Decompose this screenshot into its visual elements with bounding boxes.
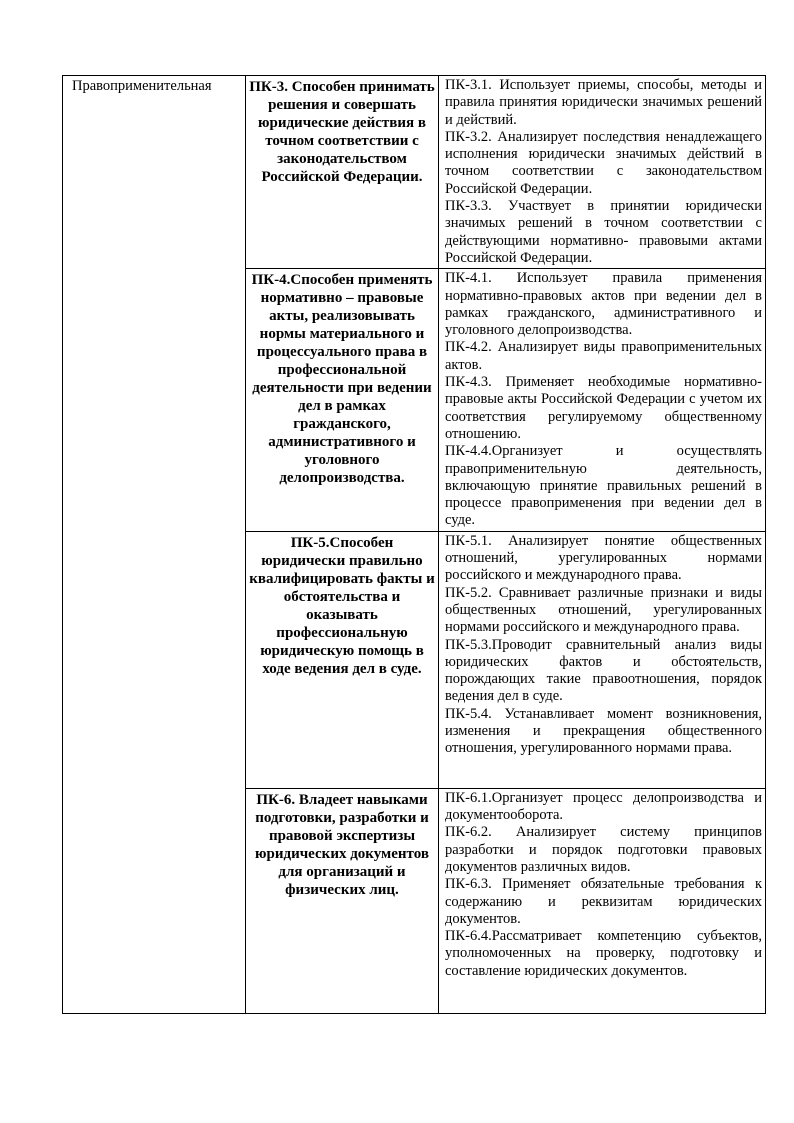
competence-pk6-cell xyxy=(246,788,439,1013)
indicator-pk3-1: ПК-3.1. Использует приемы, способы, методы и правила принятия юридически значимых решений и действий. xyxy=(445,77,762,128)
indicator-pk6-1: ПК-6.1.Организует процесс делопроизводства и документооборота. xyxy=(445,789,762,824)
indicator-pk5-1: ПК-5.1. Анализирует понятие общественных отношений, урегулированных нормами российского и международного права. xyxy=(445,532,762,584)
competencies-table xyxy=(62,75,766,1014)
competence-pk3-cell xyxy=(246,76,439,269)
activity-type-cell xyxy=(63,76,246,1014)
indicator-pk4-4: ПК-4.4.Организует и осуществлять правоприменительную деятельность, включающую принятие правильных решений в процессе правоприменения при ведении дел в суде. xyxy=(445,443,762,529)
indicator-pk5-4: ПК-5.4. Устанавливает момент возникновения, изменения и прекращения общественного отношения, урегулированного нормами права. xyxy=(445,705,762,757)
indicators-pk3-cell xyxy=(439,76,766,269)
indicators-pk4-cell xyxy=(439,269,766,531)
indicator-pk4-1: ПК-4.1. Использует правила применения нормативно-правовых актов при ведении дел в рамках гражданского, административного и уголовного делопроизводства. xyxy=(445,270,762,339)
indicator-pk4-2: ПК-4.2. Анализирует виды правоприменительных актов. xyxy=(445,339,762,373)
indicator-pk3-2: ПК-3.2. Анализирует последствия ненадлежащего исполнения юридически значимых действий в точном соответствии с законодательством Российской Федерации. xyxy=(445,128,762,197)
indicator-pk6-3: ПК-6.3. Применяет обязательные требования к содержанию и реквизитам юридических документов. xyxy=(445,876,762,927)
indicator-pk5-2: ПК-5.2. Сравнивает различные признаки и виды общественных отношений, урегулированных нормами российского и международного права. xyxy=(445,584,762,636)
indicators-pk6-cell xyxy=(439,788,766,1013)
table-row-pk3 xyxy=(63,76,766,269)
indicator-pk4-3: ПК-4.3. Применяет необходимые нормативно-правовые акты Российской Федерации с учетом их соответствия регулируемому общественному отношению. xyxy=(445,374,762,442)
indicator-pk6-4: ПК-6.4.Рассматривает компетенцию субъектов, уполномоченных на проверку, подготовку и составление юридических документов. xyxy=(445,928,762,979)
competence-pk6-text: ПК-6. Владеет навыками подготовки, разработки и правовой экспертизы юридических документов для организаций и физических лиц. xyxy=(255,791,429,898)
competence-pk4-text: ПК-4.Способен применять нормативно – правовые акты, реализовывать нормы материального и процессуального права в профессиональной деятельности при ведении дел в рамках гражданского, административного и уголовного делопроизводства. xyxy=(251,272,433,487)
competence-pk4-cell xyxy=(246,269,439,531)
competence-pk3-text: ПК-3. Способен принимать решения и совершать юридические действия в точном соответствии с законодательством Российской Федерации. xyxy=(249,79,435,185)
competence-pk5-text: ПК-5.Способен юридически правильно квалифицировать факты и обстоятельства и оказывать профессиональную юридическую помощь в ходе ведения дел в суде. xyxy=(249,534,435,677)
indicator-pk3-3: ПК-3.3. Участвует в принятии юридически значимых решений в точном соответствии с действующими нормативно- правовыми актами Российской Федерации. xyxy=(445,198,762,266)
indicator-pk6-2: ПК-6.2. Анализирует систему принципов разработки и порядок подготовки правовых документов различных видов. xyxy=(445,824,762,875)
indicators-pk5-cell xyxy=(439,531,766,788)
competence-pk5-cell xyxy=(246,531,439,788)
activity-type-label: Правоприменительная xyxy=(72,78,212,94)
indicator-pk5-3: ПК-5.3.Проводит сравнительный анализ виды юридических фактов и обстоятельств, порождающих такие правоотношения, порядок ведения дел в суде. xyxy=(445,636,762,705)
